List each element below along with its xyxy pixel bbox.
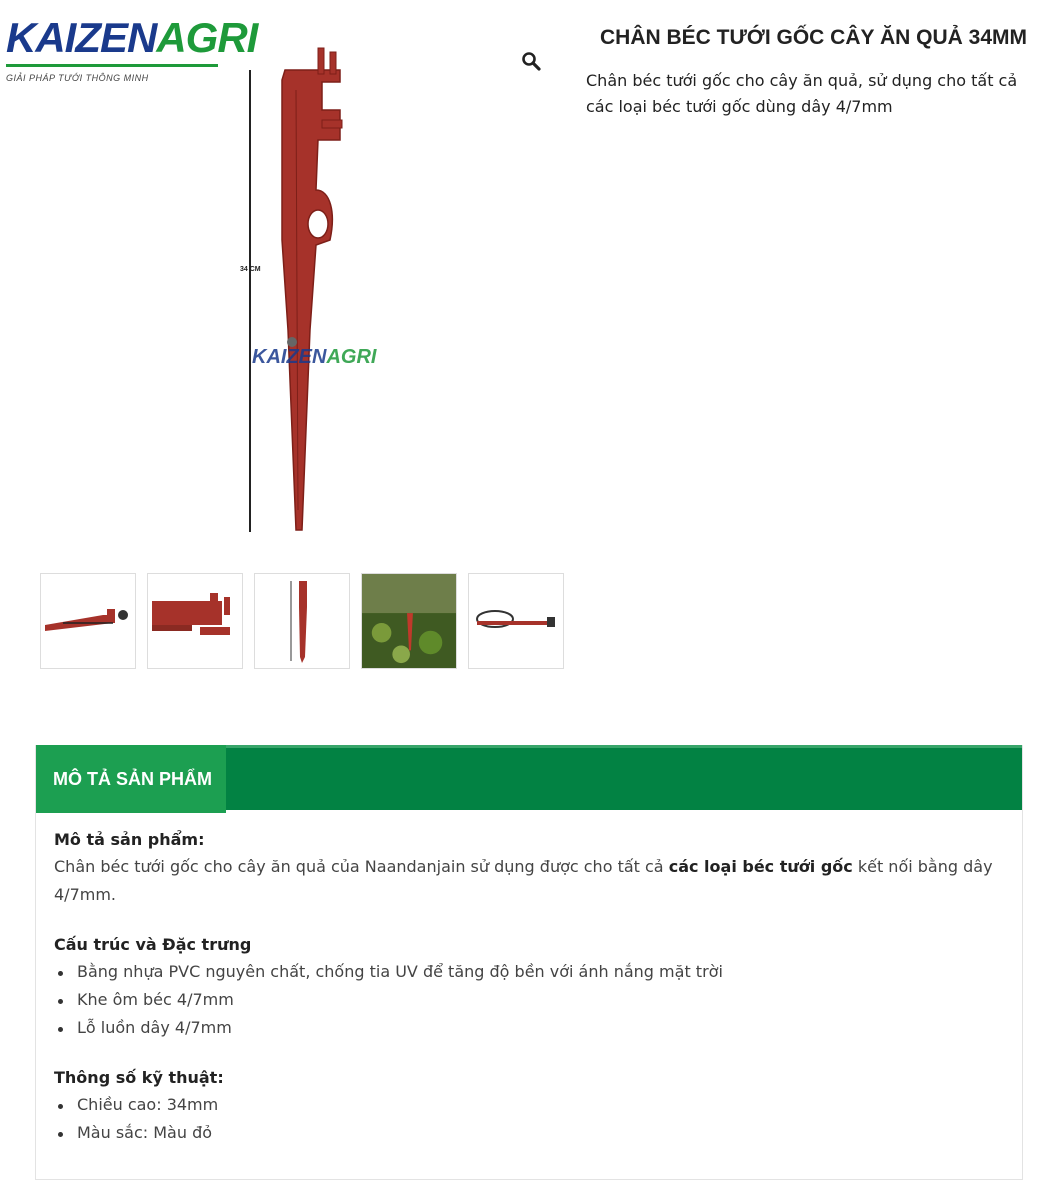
tab-description[interactable]: MÔ TẢ SẢN PHẨM — [36, 745, 226, 813]
magnifier-icon[interactable] — [520, 50, 542, 72]
thumbnail-stake-upright[interactable] — [254, 573, 350, 669]
product-title: CHÂN BÉC TƯỚI GỐC CÂY ĂN QUẢ 34MM — [600, 26, 1027, 49]
description-panel — [35, 745, 1023, 1180]
list-item: Khe ôm béc 4/7mm — [54, 986, 1004, 1014]
irrigation-stake-illustration — [230, 40, 360, 540]
features-heading: Cấu trúc và Đặc trưng — [54, 935, 252, 954]
thumbnail-strip — [40, 573, 564, 669]
dimension-label: 34 CM — [240, 266, 261, 273]
list-item: Chiều cao: 34mm — [54, 1091, 1004, 1119]
thumbnail-stake-side-view[interactable] — [40, 573, 136, 669]
description-tab-bar — [36, 745, 1022, 810]
watermark-logo: KAIZENAGRI — [252, 346, 377, 368]
features-list — [54, 958, 1004, 1042]
list-item: Bằng nhựa PVC nguyên chất, chống tia UV để tăng độ bền với ánh nắng mặt trời — [54, 958, 1004, 986]
list-item: Màu sắc: Màu đỏ — [54, 1119, 1004, 1147]
product-short-description: Chân béc tưới gốc cho cây ăn quả, sử dụng cho tất cả các loại béc tưới gốc dùng dây 4/7mm — [586, 71, 1018, 116]
specs-list — [54, 1091, 1004, 1147]
product-summary — [586, 26, 1046, 120]
list-item: Lỗ luồn dây 4/7mm — [54, 1014, 1004, 1042]
thumbnail-stake-head-closeup[interactable] — [147, 573, 243, 669]
thumbnail-stake-in-field[interactable] — [361, 573, 457, 669]
description-content — [36, 810, 1022, 1147]
brand-logo: KAIZENAGRI GIẢI PHÁP TƯỚI THÔNG MINH — [6, 14, 258, 83]
brand-tagline: GIẢI PHÁP TƯỚI THÔNG MINH — [6, 73, 149, 83]
thumbnail-stake-with-tubing[interactable] — [468, 573, 564, 669]
product-main-image[interactable] — [0, 0, 570, 545]
specs-heading: Thông số kỹ thuật: — [54, 1068, 224, 1087]
description-heading: Mô tả sản phẩm: — [54, 830, 205, 849]
description-paragraph: Chân béc tưới gốc cho cây ăn quả của Naandanjain sử dụng được cho tất cả các loại béc tưới gốc kết nối bằng dây 4/7mm. — [54, 857, 993, 904]
